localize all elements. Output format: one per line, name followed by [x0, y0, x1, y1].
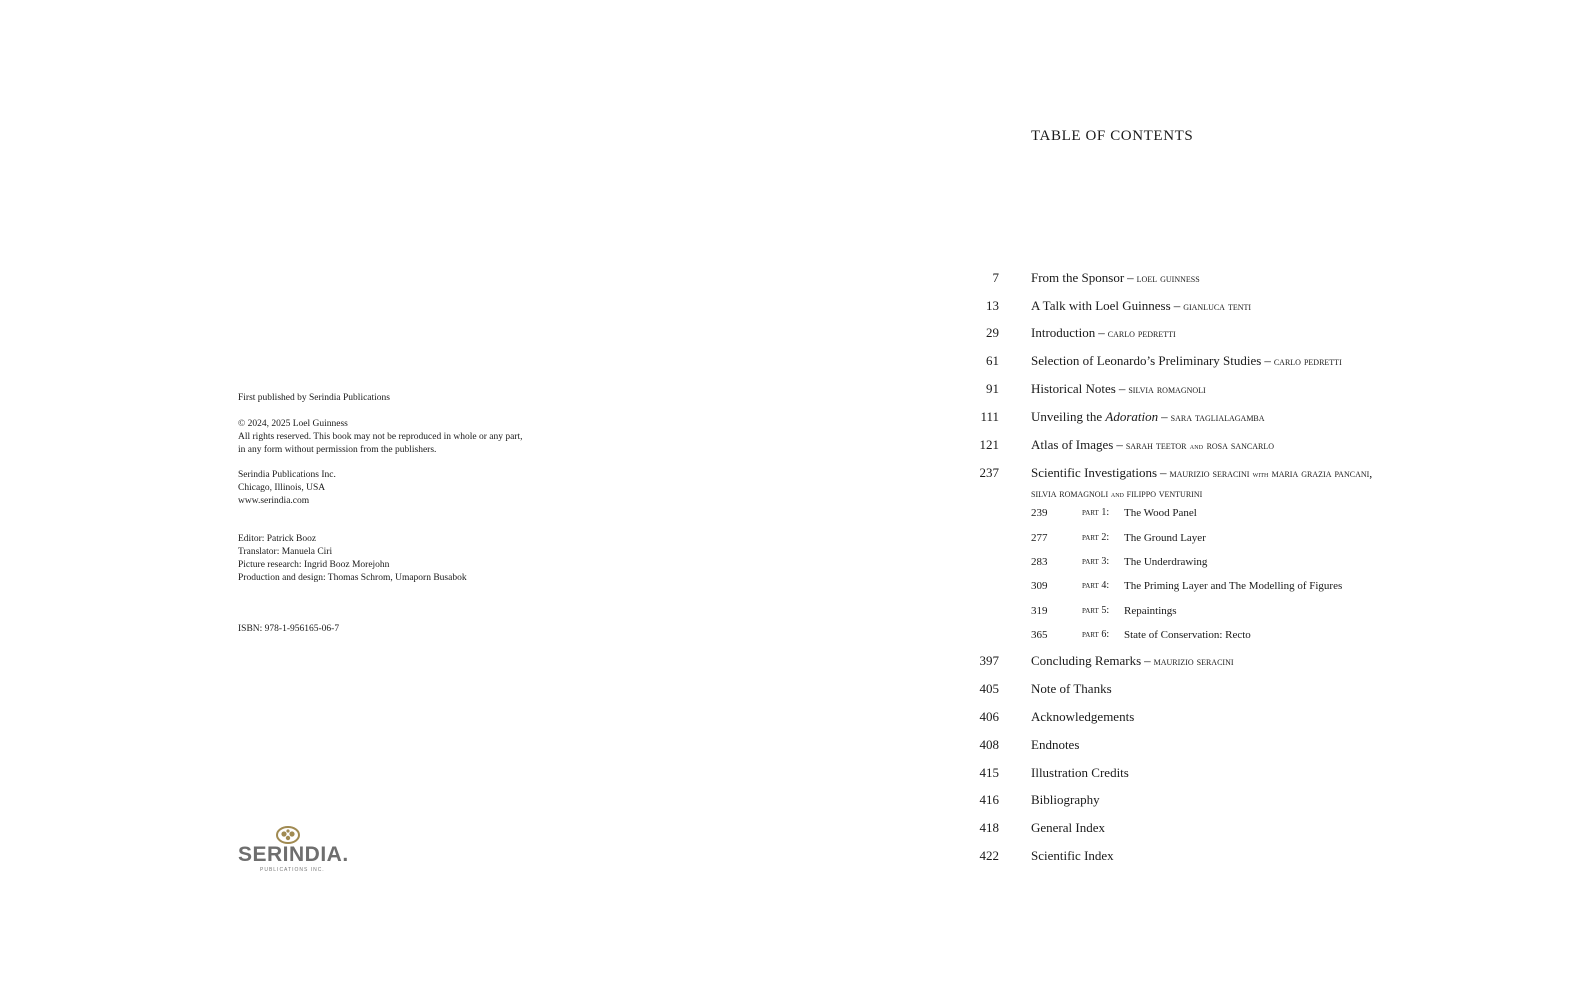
copyright-line: © 2024, 2025 Loel Guinness: [238, 419, 348, 429]
toc-page-number: 418: [979, 820, 999, 835]
first-published-block: [238, 392, 658, 405]
toc-subentry-page: 283: [1031, 556, 1048, 568]
toc-dash: –: [1264, 353, 1271, 368]
toc-entry-author: maurizio seracini: [1169, 466, 1250, 480]
toc-entry-text: [1031, 325, 1176, 341]
toc-entry: [960, 381, 1400, 401]
toc-entry-text: [1031, 353, 1342, 369]
imprint-block: [238, 392, 658, 636]
toc-entry: [960, 270, 1400, 290]
toc-entry: [960, 820, 1400, 840]
toc-page-number: 29: [986, 325, 999, 340]
toc-title: TABLE OF CONTENTS: [1031, 128, 1194, 144]
toc-entry: [960, 325, 1400, 345]
toc-subentry-part: part 3:: [1082, 556, 1110, 567]
publisher-website: www.serindia.com: [238, 496, 310, 506]
toc-entry-text: [1031, 465, 1372, 481]
toc-entry-text: [1031, 298, 1251, 314]
toc-subentry-title: State of Conservation: Recto: [1124, 629, 1251, 641]
toc-entry: [960, 653, 1400, 673]
toc-entry-title: Scientific Investigations: [1031, 465, 1158, 480]
serindia-emblem-icon: [276, 826, 300, 844]
toc-subentry-title: Repaintings: [1124, 605, 1177, 617]
toc-entry-title: Concluding Remarks: [1031, 653, 1142, 668]
toc-conjunction: and: [1110, 489, 1124, 499]
logo-subline: PUBLICATIONS INC.: [260, 867, 325, 873]
toc-entry-author: loel guinness: [1136, 271, 1200, 285]
toc-entry-title: Acknowledgements: [1031, 709, 1135, 724]
toc-entry-author: silvia romagnoli: [1128, 382, 1206, 396]
toc-page-number: 111: [980, 409, 999, 424]
toc-subentry-part: part 6:: [1082, 629, 1110, 640]
toc-entry: [960, 437, 1400, 457]
toc-entry-title: From the Sponsor: [1031, 270, 1125, 285]
toc-entry: [960, 465, 1400, 485]
toc-page-number: 61: [986, 353, 999, 368]
rights-line-2: in any form without permission from the publishers.: [238, 445, 437, 455]
toc-entry-text: [1031, 381, 1206, 397]
toc-entry-title: A Talk with Loel Guinness: [1031, 298, 1171, 313]
logo-wordmark: SERINDIA.: [238, 843, 349, 866]
toc-dash: –: [1127, 270, 1134, 285]
picture-research-credit: Picture research: Ingrid Booz Morejohn: [238, 560, 390, 570]
toc-page-number: 397: [979, 653, 999, 668]
toc-entry-title: Historical Notes: [1031, 381, 1116, 396]
toc-subentry-page: 365: [1031, 629, 1048, 641]
toc-entry-title: General Index: [1031, 820, 1105, 835]
toc-entry: [960, 709, 1400, 729]
toc-entry: [960, 848, 1400, 868]
publisher-address-block: [238, 469, 658, 508]
toc-entry-title: Atlas of Images: [1031, 437, 1114, 452]
toc-entry: [960, 353, 1400, 373]
toc-subentry-part: part 2:: [1082, 532, 1110, 543]
toc-dash: –: [1144, 653, 1151, 668]
translator-credit: Translator: Manuela Ciri: [238, 547, 333, 557]
toc-entry: [960, 298, 1400, 318]
toc-subentry-page: 319: [1031, 605, 1048, 617]
toc-entry-title: Note of Thanks: [1031, 681, 1112, 696]
toc-page-number: 13: [986, 298, 999, 313]
toc-subentry-page: 239: [1031, 507, 1048, 519]
toc-entry-author: silvia romagnoli: [1031, 488, 1109, 500]
toc-dash: –: [1160, 465, 1167, 480]
toc-dash: –: [1173, 298, 1181, 313]
toc-subentry-part: part 4:: [1082, 580, 1110, 591]
copyright-block: [238, 418, 658, 457]
toc-entry: [960, 765, 1400, 785]
toc-entry-title: Unveiling the: [1031, 409, 1103, 424]
rights-line-1: All rights reserved. This book may not be reproduced in whole or any part,: [238, 432, 523, 442]
toc-entry-title: Illustration Credits: [1031, 765, 1129, 780]
toc-dash: –: [1098, 325, 1105, 340]
toc-entry-text: [1031, 437, 1274, 453]
toc-page-number: 416: [979, 792, 999, 807]
toc-subentry-page: 277: [1031, 532, 1048, 544]
toc-page-number: 7: [992, 270, 999, 285]
credits-block: [238, 533, 658, 585]
toc-page-number: 422: [979, 848, 999, 863]
first-published-line: First published by Serindia Publications: [238, 393, 390, 403]
toc-entry-text: [1031, 653, 1234, 669]
toc-entry-title: Bibliography: [1031, 792, 1100, 807]
toc-entry: [960, 681, 1400, 701]
toc-entry-title: Introduction: [1031, 325, 1096, 340]
toc-page-number: 405: [979, 681, 999, 696]
toc-dash: –: [1161, 409, 1168, 424]
toc-dash: –: [1116, 437, 1123, 452]
toc-conjunction: with: [1252, 469, 1269, 479]
toc-subentry-title: The Underdrawing: [1124, 556, 1208, 568]
toc-conjunction: and: [1189, 441, 1204, 451]
toc-entry-title: Endnotes: [1031, 737, 1080, 752]
toc-entry-title-italic: Adoration: [1105, 409, 1159, 424]
toc-entry: [960, 409, 1400, 429]
isbn-block: [238, 623, 658, 636]
toc-entry-author: carlo pedretti: [1273, 354, 1342, 368]
toc-entry-title: Selection of Leonardo’s Preliminary Studies: [1031, 353, 1262, 368]
publisher-city: Chicago, Illinois, USA: [238, 483, 326, 493]
publisher-name: Serindia Publications Inc.: [238, 470, 336, 480]
editor-credit: Editor: Patrick Booz: [238, 534, 317, 544]
toc-subentry-title: The Wood Panel: [1124, 507, 1197, 519]
toc-entry-author: sarah teetor: [1125, 438, 1187, 452]
toc-page-number: 91: [986, 381, 999, 396]
toc-entry-author: gianluca tenti: [1183, 299, 1252, 313]
toc-subentry-title: The Priming Layer and The Modelling of Figures: [1124, 580, 1343, 592]
toc-entry: [960, 792, 1400, 812]
isbn-line: ISBN: 978-1-956165-06-7: [238, 624, 340, 634]
production-credit: Production and design: Thomas Schrom, Umaporn Busabok: [238, 573, 467, 583]
toc-page-number: 406: [979, 709, 999, 724]
toc-subentry-page: 309: [1031, 580, 1048, 592]
toc-subentry-part: part 5:: [1082, 605, 1110, 616]
toc-subentry-part: part 1:: [1082, 507, 1110, 518]
toc-subentry-title: The Ground Layer: [1124, 532, 1206, 544]
toc-entry-text: [1031, 409, 1265, 425]
toc-entry-author: carlo pedretti: [1107, 326, 1176, 340]
toc-page-number: 237: [979, 465, 999, 480]
toc-entry-continuation: [1031, 488, 1202, 500]
toc-dash: –: [1118, 381, 1126, 396]
toc-entry-author: maria grazia pancani,: [1271, 466, 1373, 480]
serindia-logo: [238, 826, 349, 874]
toc-entry-author: sara taglialagamba: [1170, 410, 1265, 424]
toc-page-number: 121: [979, 437, 999, 452]
toc-page-number: 408: [979, 737, 999, 752]
toc-entry-author: maurizio seracini: [1153, 654, 1234, 668]
toc-entry-text: [1031, 270, 1200, 286]
toc-entry-author: filippo venturini: [1126, 488, 1203, 500]
toc-page-number: 415: [979, 765, 999, 780]
toc-entry-author: rosa sancarlo: [1206, 438, 1275, 452]
toc-entry-title: Scientific Index: [1031, 848, 1114, 863]
toc-entry: [960, 737, 1400, 757]
